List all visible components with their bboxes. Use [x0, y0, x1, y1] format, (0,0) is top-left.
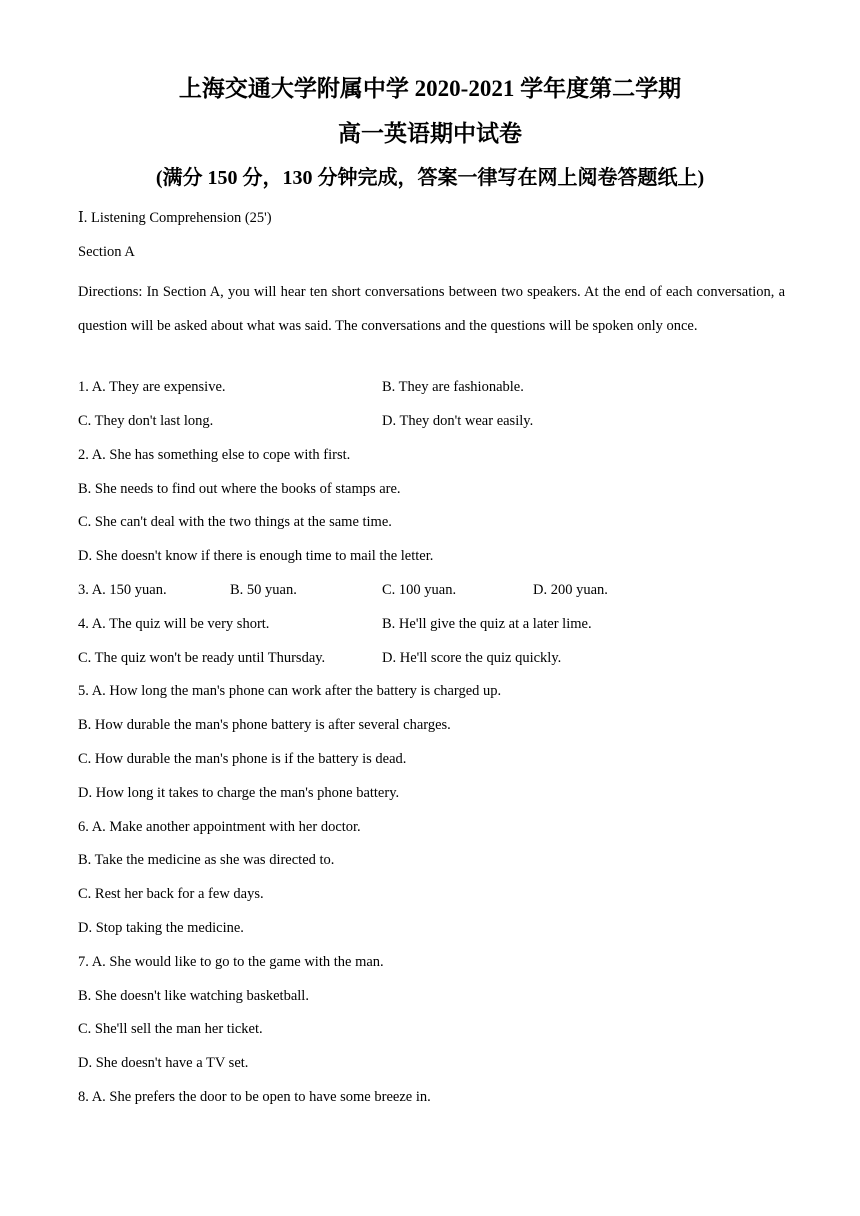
q2-option-d: D. She doesn't know if there is enough time to mail the letter.: [78, 548, 434, 564]
q5-option-a: 5. A. How long the man's phone can work after the battery is charged up.: [78, 683, 502, 699]
q5-option-c: C. How durable the man's phone is if the battery is dead.: [78, 751, 407, 767]
q3-option-b: B. 50 yuan.: [230, 582, 297, 598]
q1-option-a: 1. A. They are expensive.: [78, 379, 226, 395]
q7-option-b: B. She doesn't like watching basketball.: [78, 988, 309, 1004]
q4-option-b: B. He'll give the quiz at a later lime.: [382, 616, 592, 632]
q6-option-c: C. Rest her back for a few days.: [78, 886, 264, 902]
q5-option-b: B. How durable the man's phone battery is after several charges.: [78, 717, 451, 733]
exam-paper-title: 高一英语期中试卷: [338, 121, 522, 146]
q1-option-c: C. They don't last long.: [78, 413, 214, 429]
q3-option-c: C. 100 yuan.: [382, 582, 457, 598]
q6-option-d: D. Stop taking the medicine.: [78, 920, 244, 936]
q1-option-b: B. They are fashionable.: [382, 379, 524, 395]
q3-option-a: 3. A. 150 yuan.: [78, 582, 167, 598]
q7-option-a: 7. A. She would like to go to the game with the man.: [78, 954, 384, 970]
q6-option-a: 6. A. Make another appointment with her doctor.: [78, 819, 361, 835]
q2-option-a: 2. A. She has something else to cope with first.: [78, 447, 351, 463]
q7-option-c: C. She'll sell the man her ticket.: [78, 1021, 263, 1037]
q7-option-d: D. She doesn't have a TV set.: [78, 1055, 249, 1071]
q6-option-b: B. Take the medicine as she was directed to.: [78, 852, 335, 868]
q4-option-c: C. The quiz won't be ready until Thursday.: [78, 650, 326, 666]
q1-option-d: D. They don't wear easily.: [382, 413, 534, 429]
section-heading: Section A: [78, 244, 135, 260]
q3-option-d: D. 200 yuan.: [533, 582, 608, 598]
q2-option-c: C. She can't deal with the two things at the same time.: [78, 514, 392, 530]
q8-option-a: 8. A. She prefers the door to be open to have some breeze in.: [78, 1089, 431, 1105]
part-heading: Ⅰ. Listening Comprehension (25'): [78, 210, 272, 226]
exam-school-title: 上海交通大学附属中学 2020-2021 学年度第二学期: [178, 76, 682, 101]
q4-option-a: 4. A. The quiz will be very short.: [78, 616, 270, 632]
exam-instructions-note: (满分 150 分，130 分钟完成，答案一律写在网上阅卷答题纸上): [155, 167, 705, 189]
q4-option-d: D. He'll score the quiz quickly.: [382, 650, 562, 666]
directions-paragraph: Directions: In Section A, you will hear ten short conversations between two speakers. At the end of each conversation, a question will be asked about what was said. The conversations and the questions will be spoken only once.: [78, 284, 785, 334]
q5-option-d: D. How long it takes to charge the man's phone battery.: [78, 785, 400, 801]
q2-option-b: B. She needs to find out where the books of stamps are.: [78, 481, 401, 497]
